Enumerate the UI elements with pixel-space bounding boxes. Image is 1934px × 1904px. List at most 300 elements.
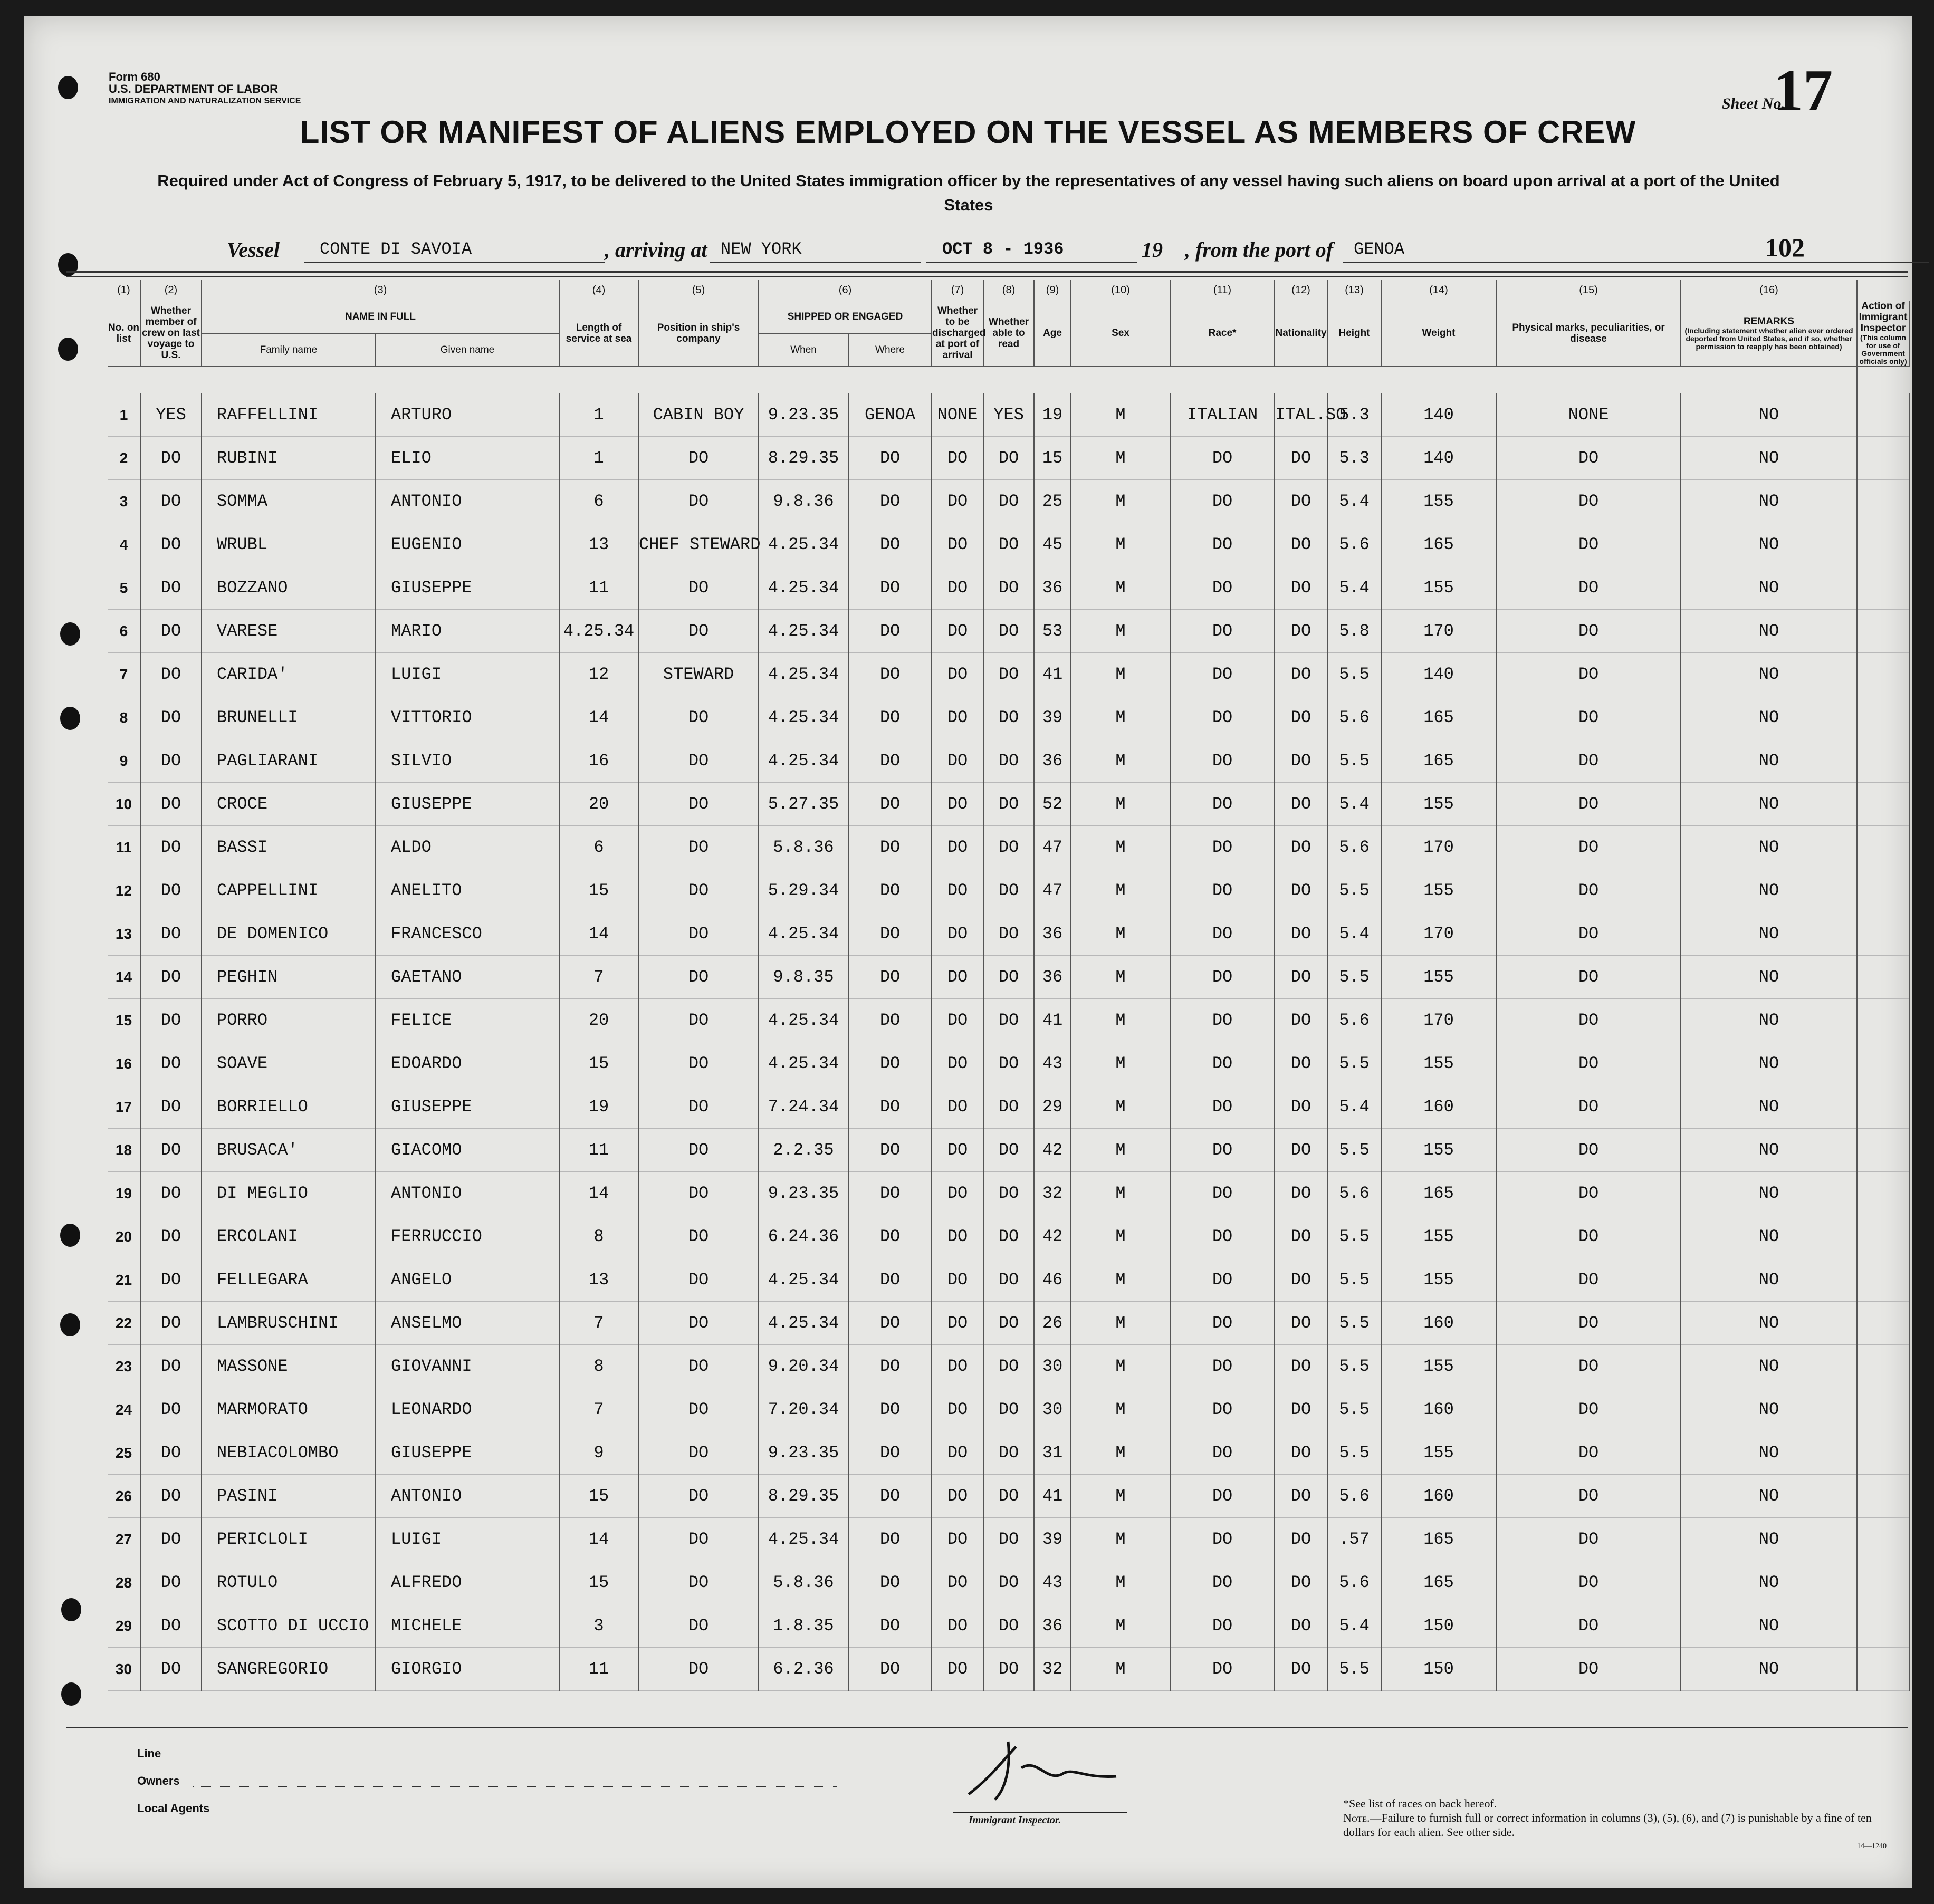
row-number-cell: 3: [108, 480, 140, 523]
family-name-cell: PORRO: [202, 999, 376, 1042]
height-cell: 5.5: [1327, 1129, 1381, 1172]
discharged-cell: DO: [932, 437, 983, 480]
weight-cell: 155: [1381, 956, 1496, 999]
remarks-cell: NO: [1681, 783, 1857, 826]
inspector-action-cell: [1857, 1561, 1909, 1604]
shipped-where-cell: DO: [848, 1604, 932, 1648]
shipped-when-cell: 9.8.35: [759, 956, 848, 999]
remarks-cell: NO: [1681, 566, 1857, 610]
race-cell: DO: [1170, 999, 1275, 1042]
table-row: [108, 1345, 1909, 1388]
discharged-cell: DO: [932, 1604, 983, 1648]
nationality-cell: DO: [1275, 1561, 1327, 1604]
row-number-cell: 2: [108, 437, 140, 480]
nationality-cell: DO: [1275, 1518, 1327, 1561]
family-name-cell: RUBINI: [202, 437, 376, 480]
race-cell: DO: [1170, 1215, 1275, 1258]
remarks-cell: NO: [1681, 1129, 1857, 1172]
table-row: [108, 912, 1909, 956]
remarks-cell: NO: [1681, 1475, 1857, 1518]
table-row: [108, 1302, 1909, 1345]
height-cell: 5.5: [1327, 869, 1381, 912]
table-row: [108, 393, 1909, 437]
race-cell: DO: [1170, 653, 1275, 696]
sex-cell: M: [1071, 1518, 1170, 1561]
row-number-cell: 12: [108, 869, 140, 912]
inspector-action-cell: [1857, 783, 1909, 826]
race-cell: DO: [1170, 1042, 1275, 1085]
height-cell: 5.5: [1327, 1215, 1381, 1258]
sheet-number-label: Sheet No.: [1722, 95, 1785, 112]
weight-cell: 165: [1381, 1172, 1496, 1215]
physical-marks-cell: DO: [1496, 1129, 1681, 1172]
position-cell: DO: [638, 1172, 759, 1215]
discharged-cell: DO: [932, 1345, 983, 1388]
height-cell: 5.6: [1327, 1172, 1381, 1215]
table-row: [108, 566, 1909, 610]
age-cell: 32: [1034, 1172, 1071, 1215]
given-name-cell: GIUSEPPE: [376, 1431, 559, 1475]
age-cell: 36: [1034, 566, 1071, 610]
race-cell: DO: [1170, 1302, 1275, 1345]
race-cell: DO: [1170, 783, 1275, 826]
height-cell: 5.5: [1327, 1648, 1381, 1691]
weight-cell: 170: [1381, 999, 1496, 1042]
position-cell: DO: [638, 956, 759, 999]
inspector-action-cell: [1857, 1129, 1909, 1172]
table-row: [108, 1172, 1909, 1215]
sex-cell: M: [1071, 1648, 1170, 1691]
able-to-read-cell: DO: [983, 1648, 1034, 1691]
shipped-when-cell: 4.25.34: [759, 1302, 848, 1345]
race-cell: DO: [1170, 523, 1275, 566]
sex-cell: M: [1071, 912, 1170, 956]
position-cell: DO: [638, 480, 759, 523]
shipped-when-cell: 4.25.34: [759, 696, 848, 739]
length-service-cell: 9: [559, 1431, 638, 1475]
physical-marks-cell: DO: [1496, 1215, 1681, 1258]
crew-last-voyage-cell: DO: [140, 610, 202, 653]
length-service-cell: 15: [559, 1475, 638, 1518]
given-name-cell: GIUSEPPE: [376, 566, 559, 610]
remarks-cell: NO: [1681, 999, 1857, 1042]
nationality-cell: DO: [1275, 1604, 1327, 1648]
length-service-cell: 14: [559, 912, 638, 956]
physical-marks-cell: DO: [1496, 1431, 1681, 1475]
family-name-cell: CARIDA': [202, 653, 376, 696]
table-row: [108, 1129, 1909, 1172]
discharged-cell: NONE: [932, 393, 983, 437]
crew-last-voyage-cell: DO: [140, 739, 202, 783]
discharged-cell: DO: [932, 610, 983, 653]
family-name-cell: ERCOLANI: [202, 1215, 376, 1258]
discharged-cell: DO: [932, 1042, 983, 1085]
physical-marks-cell: DO: [1496, 653, 1681, 696]
family-name-cell: PAGLIARANI: [202, 739, 376, 783]
position-cell: DO: [638, 1561, 759, 1604]
physical-marks-cell: DO: [1496, 739, 1681, 783]
row-number-cell: 4: [108, 523, 140, 566]
shipped-when-cell: 7.24.34: [759, 1085, 848, 1129]
row-number-cell: 22: [108, 1302, 140, 1345]
weight-cell: 160: [1381, 1388, 1496, 1431]
race-cell: DO: [1170, 1388, 1275, 1431]
inspector-action-cell: [1857, 1215, 1909, 1258]
position-cell: DO: [638, 1302, 759, 1345]
col-shipped-engaged: SHIPPED OR ENGAGED: [759, 301, 932, 334]
length-service-cell: 12: [559, 653, 638, 696]
length-service-cell: 1: [559, 393, 638, 437]
discharged-cell: DO: [932, 1475, 983, 1518]
table-row: [108, 739, 1909, 783]
remarks-cell: NO: [1681, 1345, 1857, 1388]
crew-last-voyage-cell: DO: [140, 783, 202, 826]
form-block: [109, 71, 301, 107]
given-name-cell: ARTURO: [376, 393, 559, 437]
able-to-read-cell: DO: [983, 1172, 1034, 1215]
inspector-action-cell: [1857, 1345, 1909, 1388]
shipped-where-cell: DO: [848, 1215, 932, 1258]
position-cell: DO: [638, 869, 759, 912]
weight-cell: 155: [1381, 1345, 1496, 1388]
discharged-cell: DO: [932, 696, 983, 739]
age-cell: 41: [1034, 999, 1071, 1042]
nationality-cell: DO: [1275, 480, 1327, 523]
given-name-cell: ALFREDO: [376, 1561, 559, 1604]
shipped-when-cell: 9.8.36: [759, 480, 848, 523]
physical-marks-cell: DO: [1496, 696, 1681, 739]
inspector-action-cell: [1857, 523, 1909, 566]
family-name-cell: DI MEGLIO: [202, 1172, 376, 1215]
position-cell: DO: [638, 1388, 759, 1431]
crew-last-voyage-cell: DO: [140, 869, 202, 912]
remarks-cell: NO: [1681, 523, 1857, 566]
physical-marks-cell: DO: [1496, 1085, 1681, 1129]
position-cell: CABIN BOY: [638, 393, 759, 437]
nationality-cell: DO: [1275, 1345, 1327, 1388]
family-name-cell: SOAVE: [202, 1042, 376, 1085]
race-cell: DO: [1170, 1345, 1275, 1388]
given-name-cell: ANTONIO: [376, 1475, 559, 1518]
row-number-cell: 6: [108, 610, 140, 653]
col-sex: Sex: [1071, 301, 1170, 366]
sex-cell: M: [1071, 1085, 1170, 1129]
weight-cell: 155: [1381, 1215, 1496, 1258]
race-cell: DO: [1170, 912, 1275, 956]
age-cell: 36: [1034, 739, 1071, 783]
position-cell: DO: [638, 566, 759, 610]
discharged-cell: DO: [932, 1302, 983, 1345]
table-row: [108, 1215, 1909, 1258]
inspector-label: Immigrant Inspector.: [969, 1814, 1061, 1826]
discharged-cell: DO: [932, 523, 983, 566]
age-cell: 39: [1034, 1518, 1071, 1561]
length-service-cell: 11: [559, 1129, 638, 1172]
line-label: Line: [137, 1747, 161, 1760]
remarks-cell: NO: [1681, 1085, 1857, 1129]
family-name-cell: CROCE: [202, 783, 376, 826]
height-cell: 5.6: [1327, 1475, 1381, 1518]
physical-marks-cell: DO: [1496, 783, 1681, 826]
remarks-cell: NO: [1681, 1604, 1857, 1648]
shipped-where-cell: DO: [848, 1648, 932, 1691]
race-cell: DO: [1170, 566, 1275, 610]
weight-cell: 140: [1381, 393, 1496, 437]
table-row: [108, 1518, 1909, 1561]
length-service-cell: 4.25.34: [559, 610, 638, 653]
shipped-when-cell: 7.20.34: [759, 1388, 848, 1431]
shipped-when-cell: 9.23.35: [759, 1431, 848, 1475]
discharged-cell: DO: [932, 1258, 983, 1302]
table-row: [108, 1042, 1909, 1085]
physical-marks-cell: DO: [1496, 1172, 1681, 1215]
weight-cell: 165: [1381, 696, 1496, 739]
nationality-cell: DO: [1275, 1475, 1327, 1518]
shipped-when-cell: 4.25.34: [759, 1258, 848, 1302]
able-to-read-cell: DO: [983, 1431, 1034, 1475]
family-name-cell: MARMORATO: [202, 1388, 376, 1431]
position-cell: DO: [638, 1129, 759, 1172]
sex-cell: M: [1071, 1561, 1170, 1604]
length-service-cell: 20: [559, 999, 638, 1042]
able-to-read-cell: DO: [983, 480, 1034, 523]
crew-last-voyage-cell: DO: [140, 523, 202, 566]
given-name-cell: LUIGI: [376, 1518, 559, 1561]
discharged-cell: DO: [932, 783, 983, 826]
remarks-cell: NO: [1681, 696, 1857, 739]
shipped-where-cell: DO: [848, 869, 932, 912]
race-cell: DO: [1170, 826, 1275, 869]
shipped-when-cell: 4.25.34: [759, 653, 848, 696]
weight-cell: 160: [1381, 1475, 1496, 1518]
shipped-where-cell: DO: [848, 1561, 932, 1604]
row-number-cell: 16: [108, 1042, 140, 1085]
remarks-cell: NO: [1681, 1172, 1857, 1215]
remarks-cell: NO: [1681, 1518, 1857, 1561]
crew-last-voyage-cell: DO: [140, 1042, 202, 1085]
nationality-cell: DO: [1275, 437, 1327, 480]
nationality-cell: DO: [1275, 783, 1327, 826]
remarks-cell: NO: [1681, 739, 1857, 783]
nationality-cell: DO: [1275, 566, 1327, 610]
punch-hole: [60, 1313, 80, 1336]
physical-marks-cell: DO: [1496, 1042, 1681, 1085]
punch-hole: [58, 76, 78, 99]
inspector-action-cell: [1857, 956, 1909, 999]
physical-marks-cell: DO: [1496, 480, 1681, 523]
shipped-where-cell: DO: [848, 1172, 932, 1215]
age-cell: 26: [1034, 1302, 1071, 1345]
age-cell: 32: [1034, 1648, 1071, 1691]
given-name-cell: FELICE: [376, 999, 559, 1042]
race-cell: DO: [1170, 696, 1275, 739]
physical-marks-cell: DO: [1496, 999, 1681, 1042]
sex-cell: M: [1071, 1129, 1170, 1172]
shipped-where-cell: DO: [848, 566, 932, 610]
from-port-label: , from the port of: [1185, 238, 1334, 262]
position-cell: DO: [638, 1475, 759, 1518]
nationality-cell: DO: [1275, 1129, 1327, 1172]
age-cell: 41: [1034, 653, 1071, 696]
family-name-cell: NEBIACOLOMBO: [202, 1431, 376, 1475]
position-cell: DO: [638, 1085, 759, 1129]
discharged-cell: DO: [932, 1518, 983, 1561]
remarks-cell: NO: [1681, 956, 1857, 999]
able-to-read-cell: DO: [983, 869, 1034, 912]
race-cell: DO: [1170, 1085, 1275, 1129]
family-name-cell: LAMBRUSCHINI: [202, 1302, 376, 1345]
weight-cell: 155: [1381, 1431, 1496, 1475]
discharged-cell: DO: [932, 653, 983, 696]
crew-last-voyage-cell: DO: [140, 1129, 202, 1172]
physical-marks-cell: DO: [1496, 1604, 1681, 1648]
inspector-action-cell: [1857, 393, 1909, 437]
age-cell: 45: [1034, 523, 1071, 566]
row-number-cell: 25: [108, 1431, 140, 1475]
row-number-cell: 8: [108, 696, 140, 739]
age-cell: 31: [1034, 1431, 1071, 1475]
weight-cell: 155: [1381, 869, 1496, 912]
shipped-where-cell: DO: [848, 437, 932, 480]
physical-marks-cell: DO: [1496, 437, 1681, 480]
able-to-read-cell: DO: [983, 1518, 1034, 1561]
weight-cell: 170: [1381, 912, 1496, 956]
crew-last-voyage-cell: DO: [140, 1561, 202, 1604]
row-number-cell: 21: [108, 1258, 140, 1302]
shipped-where-cell: DO: [848, 523, 932, 566]
age-cell: 46: [1034, 1258, 1071, 1302]
height-cell: 5.6: [1327, 523, 1381, 566]
nationality-cell: DO: [1275, 999, 1327, 1042]
departure-port: GENOA: [1354, 239, 1405, 259]
remarks-cell: NO: [1681, 1648, 1857, 1691]
age-cell: 42: [1034, 1215, 1071, 1258]
height-cell: 5.5: [1327, 1345, 1381, 1388]
given-name-cell: ANTONIO: [376, 1172, 559, 1215]
sheet-number: 17: [1774, 58, 1833, 123]
crew-last-voyage-cell: DO: [140, 826, 202, 869]
weight-cell: 155: [1381, 566, 1496, 610]
crew-last-voyage-cell: DO: [140, 1085, 202, 1129]
discharged-cell: DO: [932, 1648, 983, 1691]
sex-cell: M: [1071, 1431, 1170, 1475]
race-cell: DO: [1170, 869, 1275, 912]
physical-marks-cell: DO: [1496, 912, 1681, 956]
nationality-cell: DO: [1275, 739, 1327, 783]
physical-marks-cell: DO: [1496, 523, 1681, 566]
col-position: Position in ship's company: [638, 301, 759, 366]
inspector-action-cell: [1857, 1258, 1909, 1302]
family-name-cell: ROTULO: [202, 1561, 376, 1604]
crew-last-voyage-cell: DO: [140, 696, 202, 739]
length-service-cell: 1: [559, 437, 638, 480]
sex-cell: M: [1071, 739, 1170, 783]
nationality-cell: DO: [1275, 523, 1327, 566]
race-cell: DO: [1170, 1129, 1275, 1172]
physical-marks-cell: DO: [1496, 1345, 1681, 1388]
race-cell: DO: [1170, 1561, 1275, 1604]
crew-last-voyage-cell: DO: [140, 1215, 202, 1258]
discharged-cell: DO: [932, 1172, 983, 1215]
col-family-name: Family name: [202, 334, 376, 367]
sex-cell: M: [1071, 999, 1170, 1042]
able-to-read-cell: DO: [983, 1129, 1034, 1172]
row-number-cell: 29: [108, 1604, 140, 1648]
sex-cell: M: [1071, 1604, 1170, 1648]
inspector-action-cell: [1857, 1388, 1909, 1431]
able-to-read-cell: YES: [983, 393, 1034, 437]
height-cell: 5.4: [1327, 912, 1381, 956]
punch-hole: [60, 1224, 80, 1247]
nationality-cell: DO: [1275, 826, 1327, 869]
crew-last-voyage-cell: DO: [140, 1475, 202, 1518]
remarks-cell: NO: [1681, 437, 1857, 480]
col-no-on-list: No. on list: [108, 301, 140, 366]
races-note: *See list of races on back hereof.: [1343, 1797, 1497, 1810]
remarks-cell: NO: [1681, 869, 1857, 912]
nationality-cell: DO: [1275, 912, 1327, 956]
sex-cell: M: [1071, 523, 1170, 566]
sex-cell: M: [1071, 437, 1170, 480]
length-service-cell: 20: [559, 783, 638, 826]
able-to-read-cell: DO: [983, 826, 1034, 869]
inspector-action-cell: [1857, 1648, 1909, 1691]
sex-cell: M: [1071, 1258, 1170, 1302]
table-row: [108, 1431, 1909, 1475]
local-agents-label: Local Agents: [137, 1802, 210, 1815]
family-name-cell: BASSI: [202, 826, 376, 869]
weight-cell: 165: [1381, 739, 1496, 783]
length-service-cell: 8: [559, 1215, 638, 1258]
race-cell: ITALIAN: [1170, 393, 1275, 437]
able-to-read-cell: DO: [983, 523, 1034, 566]
remarks-cell: NO: [1681, 912, 1857, 956]
nationality-cell: ITAL.SO: [1275, 393, 1327, 437]
family-name-cell: RAFFELLINI: [202, 393, 376, 437]
family-name-cell: PERICLOLI: [202, 1518, 376, 1561]
crew-last-voyage-cell: DO: [140, 437, 202, 480]
height-cell: .57: [1327, 1518, 1381, 1561]
discharged-cell: DO: [932, 1085, 983, 1129]
arriving-label: , arriving at: [605, 238, 707, 262]
age-cell: 36: [1034, 912, 1071, 956]
punch-hole: [60, 707, 80, 730]
remarks-cell: NO: [1681, 1042, 1857, 1085]
shipped-when-cell: 5.8.36: [759, 1561, 848, 1604]
col-age: Age: [1034, 301, 1071, 366]
given-name-cell: FRANCESCO: [376, 912, 559, 956]
shipped-where-cell: DO: [848, 826, 932, 869]
length-service-cell: 15: [559, 869, 638, 912]
row-number-cell: 30: [108, 1648, 140, 1691]
given-name-cell: ANELITO: [376, 869, 559, 912]
shipped-when-cell: 6.24.36: [759, 1215, 848, 1258]
shipped-when-cell: 8.29.35: [759, 1475, 848, 1518]
length-service-cell: 16: [559, 739, 638, 783]
height-cell: 5.5: [1327, 1388, 1381, 1431]
physical-marks-cell: DO: [1496, 1561, 1681, 1604]
stamp-number: 102: [1765, 233, 1805, 262]
weight-cell: 155: [1381, 1042, 1496, 1085]
crew-last-voyage-cell: DO: [140, 956, 202, 999]
sex-cell: M: [1071, 1388, 1170, 1431]
height-cell: 5.5: [1327, 1258, 1381, 1302]
sex-cell: M: [1071, 1302, 1170, 1345]
given-name-cell: FERRUCCIO: [376, 1215, 559, 1258]
length-service-cell: 7: [559, 1302, 638, 1345]
shipped-when-cell: 4.25.34: [759, 1518, 848, 1561]
position-cell: DO: [638, 1518, 759, 1561]
